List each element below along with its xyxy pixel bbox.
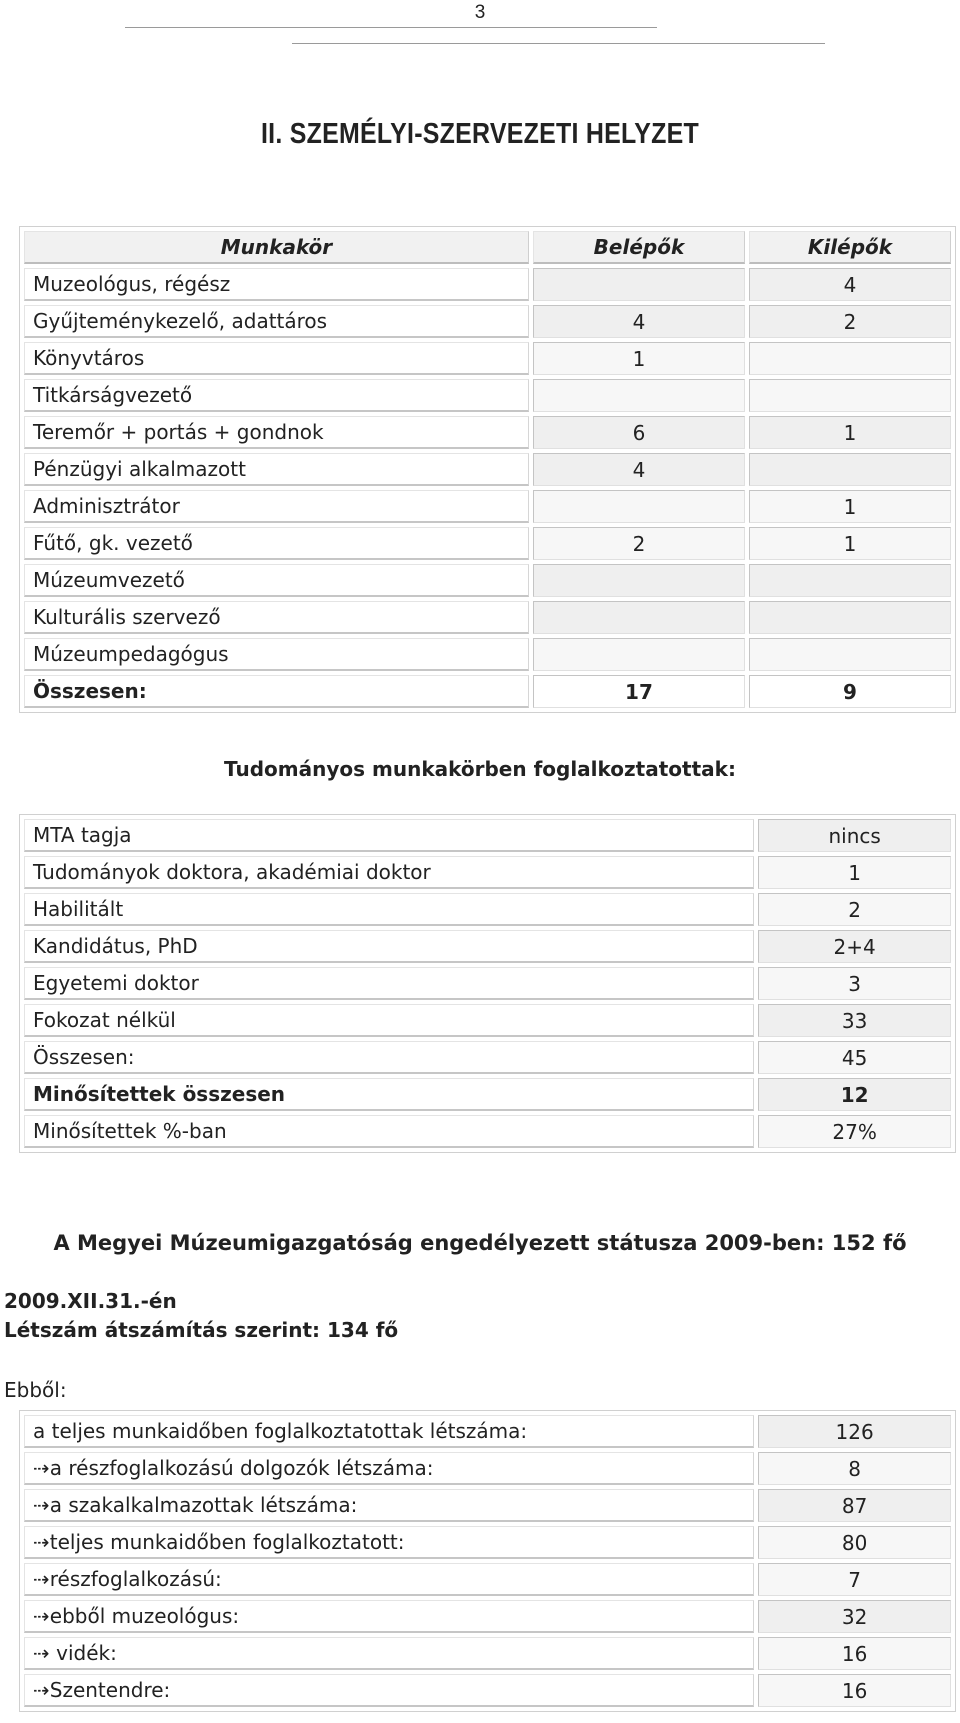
qualification-label: Összesen:	[24, 1041, 754, 1074]
breakdown-label: ⇢a szakalkalmazottak létszáma:	[24, 1489, 754, 1522]
role-cell: Teremőr + portás + gondnok	[24, 416, 529, 449]
breakdown-label: a teljes munkaidőben foglalkoztatottak létszáma:	[24, 1415, 754, 1448]
kilepok-cell	[749, 342, 951, 375]
scientific-staff-table	[19, 814, 956, 1153]
breakdown-value: 32	[758, 1600, 951, 1633]
role-cell: Múzeumvezető	[24, 564, 529, 597]
role-cell: Kulturális szervező	[24, 601, 529, 634]
role-cell: Múzeumpedagógus	[24, 638, 529, 671]
table-row	[24, 1452, 951, 1485]
breakdown-value: 80	[758, 1526, 951, 1559]
total-kilepok: 9	[749, 675, 951, 708]
belepok-cell	[533, 638, 745, 671]
page-number: 3	[474, 2, 486, 23]
kilepok-cell	[749, 379, 951, 412]
table-row	[24, 1637, 951, 1670]
belepok-cell	[533, 379, 745, 412]
role-cell: Pénzügyi alkalmazott	[24, 453, 529, 486]
breakdown-value: 87	[758, 1489, 951, 1522]
kilepok-cell: 4	[749, 268, 951, 301]
table-row	[24, 1674, 951, 1707]
table-row	[24, 1115, 951, 1148]
qualification-label: Habilitált	[24, 893, 754, 926]
breakdown-value: 8	[758, 1452, 951, 1485]
staff-movement-table	[19, 226, 956, 713]
table-row	[24, 1600, 951, 1633]
table-row	[24, 930, 951, 963]
table-row	[24, 490, 951, 523]
belepok-cell	[533, 601, 745, 634]
breakdown-label: ⇢Szentendre:	[24, 1674, 754, 1707]
table-row	[24, 564, 951, 597]
kilepok-cell	[749, 601, 951, 634]
scientific-section-title: Tudományos munkakörben foglalkoztatottak:	[224, 757, 736, 781]
table-row	[24, 379, 951, 412]
table-row	[24, 1415, 951, 1448]
table-row	[24, 601, 951, 634]
kilepok-cell	[749, 564, 951, 597]
kilepok-cell: 1	[749, 527, 951, 560]
breakdown-label: ⇢a részfoglalkozású dolgozók létszáma:	[24, 1452, 754, 1485]
table-row	[24, 527, 951, 560]
qualification-label: Tudományok doktora, akadémiai doktor	[24, 856, 754, 889]
ebbol-label: Ebből:	[4, 1378, 67, 1402]
table-row	[24, 453, 951, 486]
table-row	[24, 1489, 951, 1522]
table-row	[24, 1004, 951, 1037]
headcount-line: Létszám átszámítás szerint: 134 fő	[4, 1318, 399, 1342]
kilepok-cell: 2	[749, 305, 951, 338]
qualification-label: Minősítettek %-ban	[24, 1115, 754, 1148]
breakdown-label: ⇢ vidék:	[24, 1637, 754, 1670]
breakdown-value: 16	[758, 1674, 951, 1707]
role-cell: Muzeológus, régész	[24, 268, 529, 301]
kilepok-cell: 1	[749, 490, 951, 523]
breakdown-label: ⇢ebből muzeológus:	[24, 1600, 754, 1633]
table-header-row	[24, 231, 951, 264]
table-row	[24, 856, 951, 889]
column-header-belepok: Belépők	[533, 231, 745, 264]
qualification-label: MTA tagja	[24, 819, 754, 852]
qualification-value: 12	[758, 1078, 951, 1111]
role-cell: Fűtő, gk. vezető	[24, 527, 529, 560]
table-row	[24, 1041, 951, 1074]
qualification-label: Minősítettek összesen	[24, 1078, 754, 1111]
role-cell: Titkárságvezető	[24, 379, 529, 412]
column-header-kilepok: Kilépők	[749, 231, 951, 264]
page-title: II. SZEMÉLYI-SZERVEZETI HELYZET	[260, 118, 700, 150]
belepok-cell: 6	[533, 416, 745, 449]
kilepok-cell	[749, 453, 951, 486]
qualification-value: 45	[758, 1041, 951, 1074]
column-header-munkakor: Munkakör	[24, 231, 529, 264]
belepok-cell	[533, 564, 745, 597]
qualification-value: 2	[758, 893, 951, 926]
role-cell: Gyűjteménykezelő, adattáros	[24, 305, 529, 338]
table-row	[24, 1526, 951, 1559]
qualification-value: 3	[758, 967, 951, 1000]
table-row	[24, 305, 951, 338]
qualification-value: 27%	[758, 1115, 951, 1148]
qualification-value: 33	[758, 1004, 951, 1037]
kilepok-cell	[749, 638, 951, 671]
table-row	[24, 1078, 951, 1111]
table-row	[24, 893, 951, 926]
belepok-cell: 1	[533, 342, 745, 375]
belepok-cell: 4	[533, 305, 745, 338]
total-label: Összesen:	[24, 675, 529, 708]
headcount-breakdown-table	[19, 1410, 956, 1712]
belepok-cell: 4	[533, 453, 745, 486]
breakdown-value: 126	[758, 1415, 951, 1448]
qualification-value: 1	[758, 856, 951, 889]
belepok-cell	[533, 268, 745, 301]
breakdown-value: 16	[758, 1637, 951, 1670]
header-rule-top	[125, 27, 657, 28]
approved-status-line: A Megyei Múzeumigazgatóság engedélyezett státusza 2009-ben: 152 fő	[53, 1231, 907, 1255]
header-rule-bottom	[292, 43, 825, 44]
qualification-label: Kandidátus, PhD	[24, 930, 754, 963]
table-row	[24, 638, 951, 671]
belepok-cell: 2	[533, 527, 745, 560]
role-cell: Adminisztrátor	[24, 490, 529, 523]
role-cell: Könyvtáros	[24, 342, 529, 375]
total-row	[24, 675, 951, 708]
breakdown-value: 7	[758, 1563, 951, 1596]
kilepok-cell: 1	[749, 416, 951, 449]
table-row	[24, 342, 951, 375]
qualification-label: Egyetemi doktor	[24, 967, 754, 1000]
breakdown-label: ⇢részfoglalkozású:	[24, 1563, 754, 1596]
belepok-cell	[533, 490, 745, 523]
table-row	[24, 967, 951, 1000]
qualification-value: nincs	[758, 819, 951, 852]
qualification-label: Fokozat nélkül	[24, 1004, 754, 1037]
total-belepok: 17	[533, 675, 745, 708]
table-row	[24, 268, 951, 301]
qualification-value: 2+4	[758, 930, 951, 963]
table-row	[24, 416, 951, 449]
date-line: 2009.XII.31.-én	[4, 1289, 177, 1313]
table-row	[24, 1563, 951, 1596]
breakdown-label: ⇢teljes munkaidőben foglalkoztatott:	[24, 1526, 754, 1559]
table-row	[24, 819, 951, 852]
